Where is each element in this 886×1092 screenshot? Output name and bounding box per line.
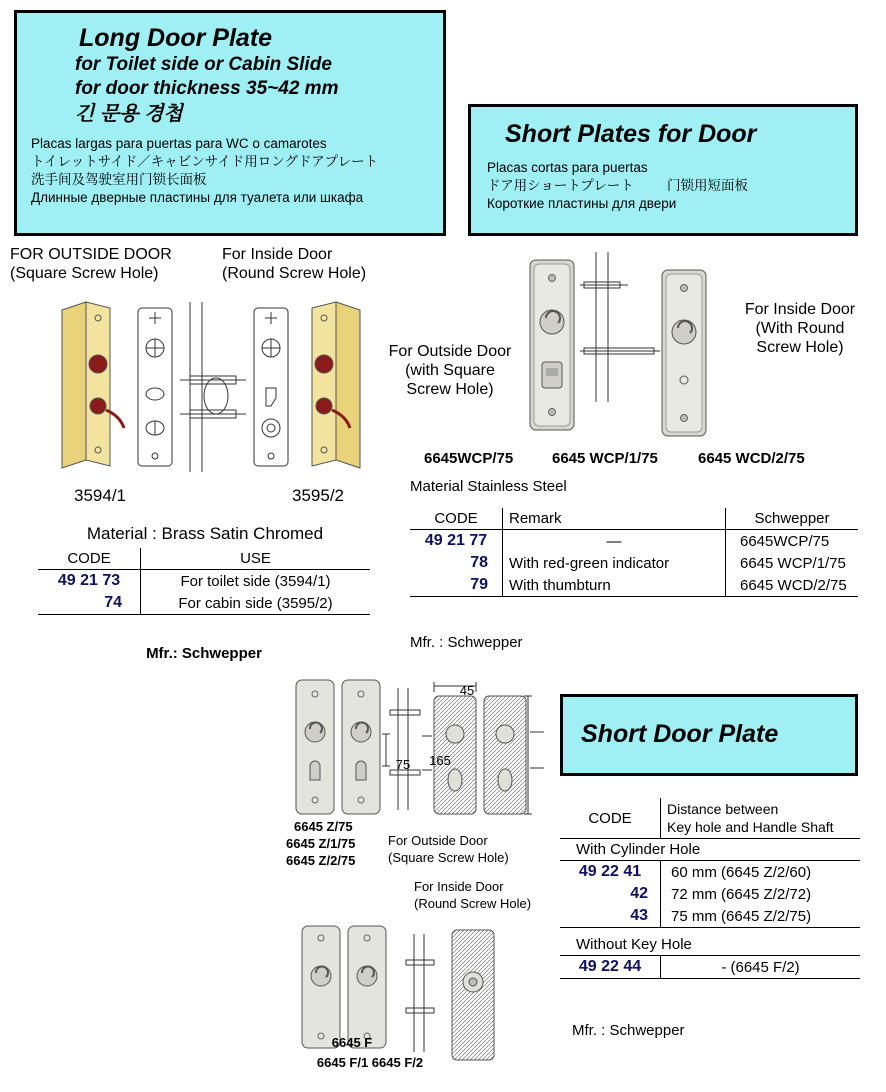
long-table-row2-use: For cabin side (3595/2) bbox=[141, 592, 371, 615]
short-table-row2-code: 78 bbox=[410, 552, 503, 574]
sdp-row3-dist: 75 mm (6645 Z/2/75) bbox=[661, 905, 861, 928]
short-door-dim-75: 75 bbox=[395, 757, 411, 772]
long-outside-label bbox=[10, 245, 220, 283]
long-inside-label bbox=[222, 245, 422, 283]
short-door-plate-title: Short Door Plate bbox=[581, 720, 779, 748]
table-row bbox=[560, 956, 860, 979]
long-door-plate-table-wrap bbox=[38, 548, 370, 615]
short-figure-code-3: 6645 WCD/2/75 bbox=[698, 450, 805, 467]
long-door-plate-japanese: トイレットサイド／キャビンサイド用ロングドアプレート bbox=[31, 154, 379, 169]
sdp-row2-code: 42 bbox=[560, 883, 661, 905]
short-table-row1-remark: — bbox=[503, 530, 726, 553]
short-door-fig-code-2: 6645 Z/1/75 bbox=[286, 836, 356, 851]
short-table-row1-code: 49 21 77 bbox=[410, 530, 503, 553]
long-door-plate-title-box bbox=[14, 10, 446, 236]
long-table-header-use: USE bbox=[141, 548, 371, 570]
short-figure-code-1: 6645WCP/75 bbox=[424, 450, 514, 467]
long-door-plate-drawing-group bbox=[40, 298, 400, 480]
sdp-row4-dist: - (6645 F/2) bbox=[661, 956, 861, 979]
long-table-row1-code: 49 21 73 bbox=[38, 570, 141, 593]
long-figure-code-left: 3594/1 bbox=[74, 486, 126, 505]
short-door-outside-line2: (Square Screw Hole) bbox=[388, 850, 509, 865]
long-table-row2-code: 74 bbox=[38, 592, 141, 615]
long-door-plate-spanish: Placas largas para puertas para WC o camarotes bbox=[31, 136, 327, 151]
short-table-row3-schwepper: 6645 WCD/2/75 bbox=[726, 574, 859, 597]
short-door-fig-bottom-1: 6645 F bbox=[331, 1035, 373, 1050]
long-table-row1-use: For toilet side (3594/1) bbox=[180, 572, 331, 590]
short-plates-title: Short Plates for Door bbox=[505, 120, 757, 148]
sdp-row1-code: 49 22 41 bbox=[560, 861, 661, 884]
short-outside-label-line2: (with Square bbox=[405, 362, 495, 379]
long-outside-label-line1: FOR OUTSIDE DOOR bbox=[10, 246, 172, 263]
short-plates-spanish: Placas cortas para puertas bbox=[487, 160, 648, 175]
short-plates-russian: Короткие пластины для двери bbox=[487, 196, 677, 211]
short-door-fig-bottom-2: 6645 F/1 6645 F/2 bbox=[316, 1055, 424, 1070]
short-mfr-label: Mfr. : Schwepper bbox=[410, 634, 523, 651]
table-row bbox=[410, 530, 858, 553]
short-figure-code-2: 6645 WCP/1/75 bbox=[552, 450, 658, 467]
short-table-row2-remark: With red-green indicator bbox=[503, 552, 726, 574]
short-inside-label bbox=[718, 300, 882, 357]
table-row bbox=[560, 861, 860, 884]
short-door-dim-45: 45 bbox=[459, 683, 475, 698]
sdp-table-header-code: CODE bbox=[560, 798, 661, 839]
long-outside-label-line2: (Square Screw Hole) bbox=[10, 265, 159, 282]
short-door-outside-line1: For Outside Door bbox=[388, 833, 488, 848]
sdp-group-with-cylinder: With Cylinder Hole bbox=[560, 839, 860, 861]
long-door-plate-table bbox=[38, 548, 370, 615]
long-inside-label-line1: For Inside Door bbox=[222, 246, 333, 263]
sdp-header-dist-line1: Distance between bbox=[667, 801, 779, 817]
table-group-row bbox=[560, 928, 860, 956]
short-plates-title-box bbox=[468, 104, 858, 236]
table-group-row bbox=[560, 839, 860, 861]
short-door-fig-code-3: 6645 Z/2/75 bbox=[286, 853, 356, 868]
short-material-label: Material Stainless Steel bbox=[410, 478, 567, 495]
long-material-label: Material : Brass Satin Chromed bbox=[86, 524, 324, 543]
long-door-plate-korean: 긴 문용 경첩 bbox=[75, 103, 183, 125]
short-plates-chinese: 门锁用短面板 bbox=[667, 178, 748, 193]
table-row bbox=[38, 592, 370, 615]
short-door-inside-label bbox=[414, 878, 564, 912]
short-plates-table-wrap bbox=[410, 508, 858, 597]
short-table-row3-code: 79 bbox=[410, 574, 503, 597]
short-table-header-code: CODE bbox=[410, 508, 503, 530]
short-door-plate-table-wrap bbox=[560, 798, 860, 979]
table-row bbox=[410, 552, 858, 574]
sdp-row4-code: 49 22 44 bbox=[560, 956, 661, 979]
short-door-plate-drawing-top bbox=[288, 674, 554, 822]
long-mfr-label: Mfr.: Schwepper bbox=[146, 645, 262, 662]
short-table-row2-schwepper: 6645 WCP/1/75 bbox=[740, 554, 846, 572]
short-door-fig-code-1: 6645 Z/75 bbox=[294, 819, 353, 834]
short-inside-label-line2: (With Round bbox=[755, 320, 845, 337]
sdp-header-dist-line2: Key hole and Handle Shaft bbox=[667, 819, 834, 835]
short-outside-label-line1: For Outside Door bbox=[388, 343, 512, 360]
short-table-header-remark: Remark bbox=[503, 508, 726, 530]
short-table-header-schwepper: Schwepper bbox=[726, 508, 859, 530]
short-plates-japanese: ドア用ショートプレート bbox=[487, 178, 634, 193]
long-door-plate-russian: Длинные дверные пластины для туалета или шкафа bbox=[31, 190, 364, 205]
sdp-row1-dist: 60 mm (6645 Z/2/60) bbox=[671, 863, 812, 881]
sdp-row2-dist: 72 mm (6645 Z/2/72) bbox=[671, 885, 812, 903]
sdp-table-header-distance bbox=[661, 798, 861, 839]
table-row bbox=[560, 905, 860, 928]
short-table-row1-schwepper: 6645WCP/75 bbox=[740, 532, 830, 550]
long-door-plate-title: Long Door Plate bbox=[79, 24, 273, 52]
sdp-group-without-key: Without Key Hole bbox=[560, 928, 860, 956]
short-door-plate-table bbox=[560, 798, 860, 979]
long-inside-label-line2: (Round Screw Hole) bbox=[222, 265, 367, 282]
short-inside-label-line1: For Inside Door bbox=[744, 301, 856, 318]
long-door-plate-subtitle-2: for door thickness 35~42 mm bbox=[75, 78, 339, 99]
short-outside-label bbox=[366, 342, 534, 399]
short-table-row3-remark: With thumbturn bbox=[503, 574, 726, 597]
short-plates-drawing-group bbox=[500, 252, 750, 444]
short-door-mfr-label: Mfr. : Schwepper bbox=[572, 1022, 685, 1039]
short-door-outside-label bbox=[388, 832, 538, 866]
long-door-plate-chinese: 洗手间及驾驶室用门锁长面板 bbox=[31, 172, 207, 187]
short-door-plate-title-box bbox=[560, 694, 858, 776]
sdp-row3-code: 43 bbox=[560, 905, 661, 928]
short-outside-label-line3: Screw Hole) bbox=[406, 381, 494, 398]
short-inside-label-line3: Screw Hole) bbox=[756, 339, 844, 356]
table-row bbox=[410, 574, 858, 597]
short-plates-table bbox=[410, 508, 858, 597]
short-door-inside-line2: (Round Screw Hole) bbox=[414, 896, 532, 911]
long-door-plate-subtitle-1: for Toilet side or Cabin Slide bbox=[75, 54, 332, 75]
short-door-dim-165: 165 bbox=[429, 753, 451, 768]
table-row bbox=[560, 883, 860, 905]
table-row bbox=[38, 570, 370, 593]
long-table-header-code: CODE bbox=[38, 548, 141, 570]
long-figure-code-right: 3595/2 bbox=[292, 486, 344, 505]
short-door-inside-line1: For Inside Door bbox=[414, 879, 504, 894]
